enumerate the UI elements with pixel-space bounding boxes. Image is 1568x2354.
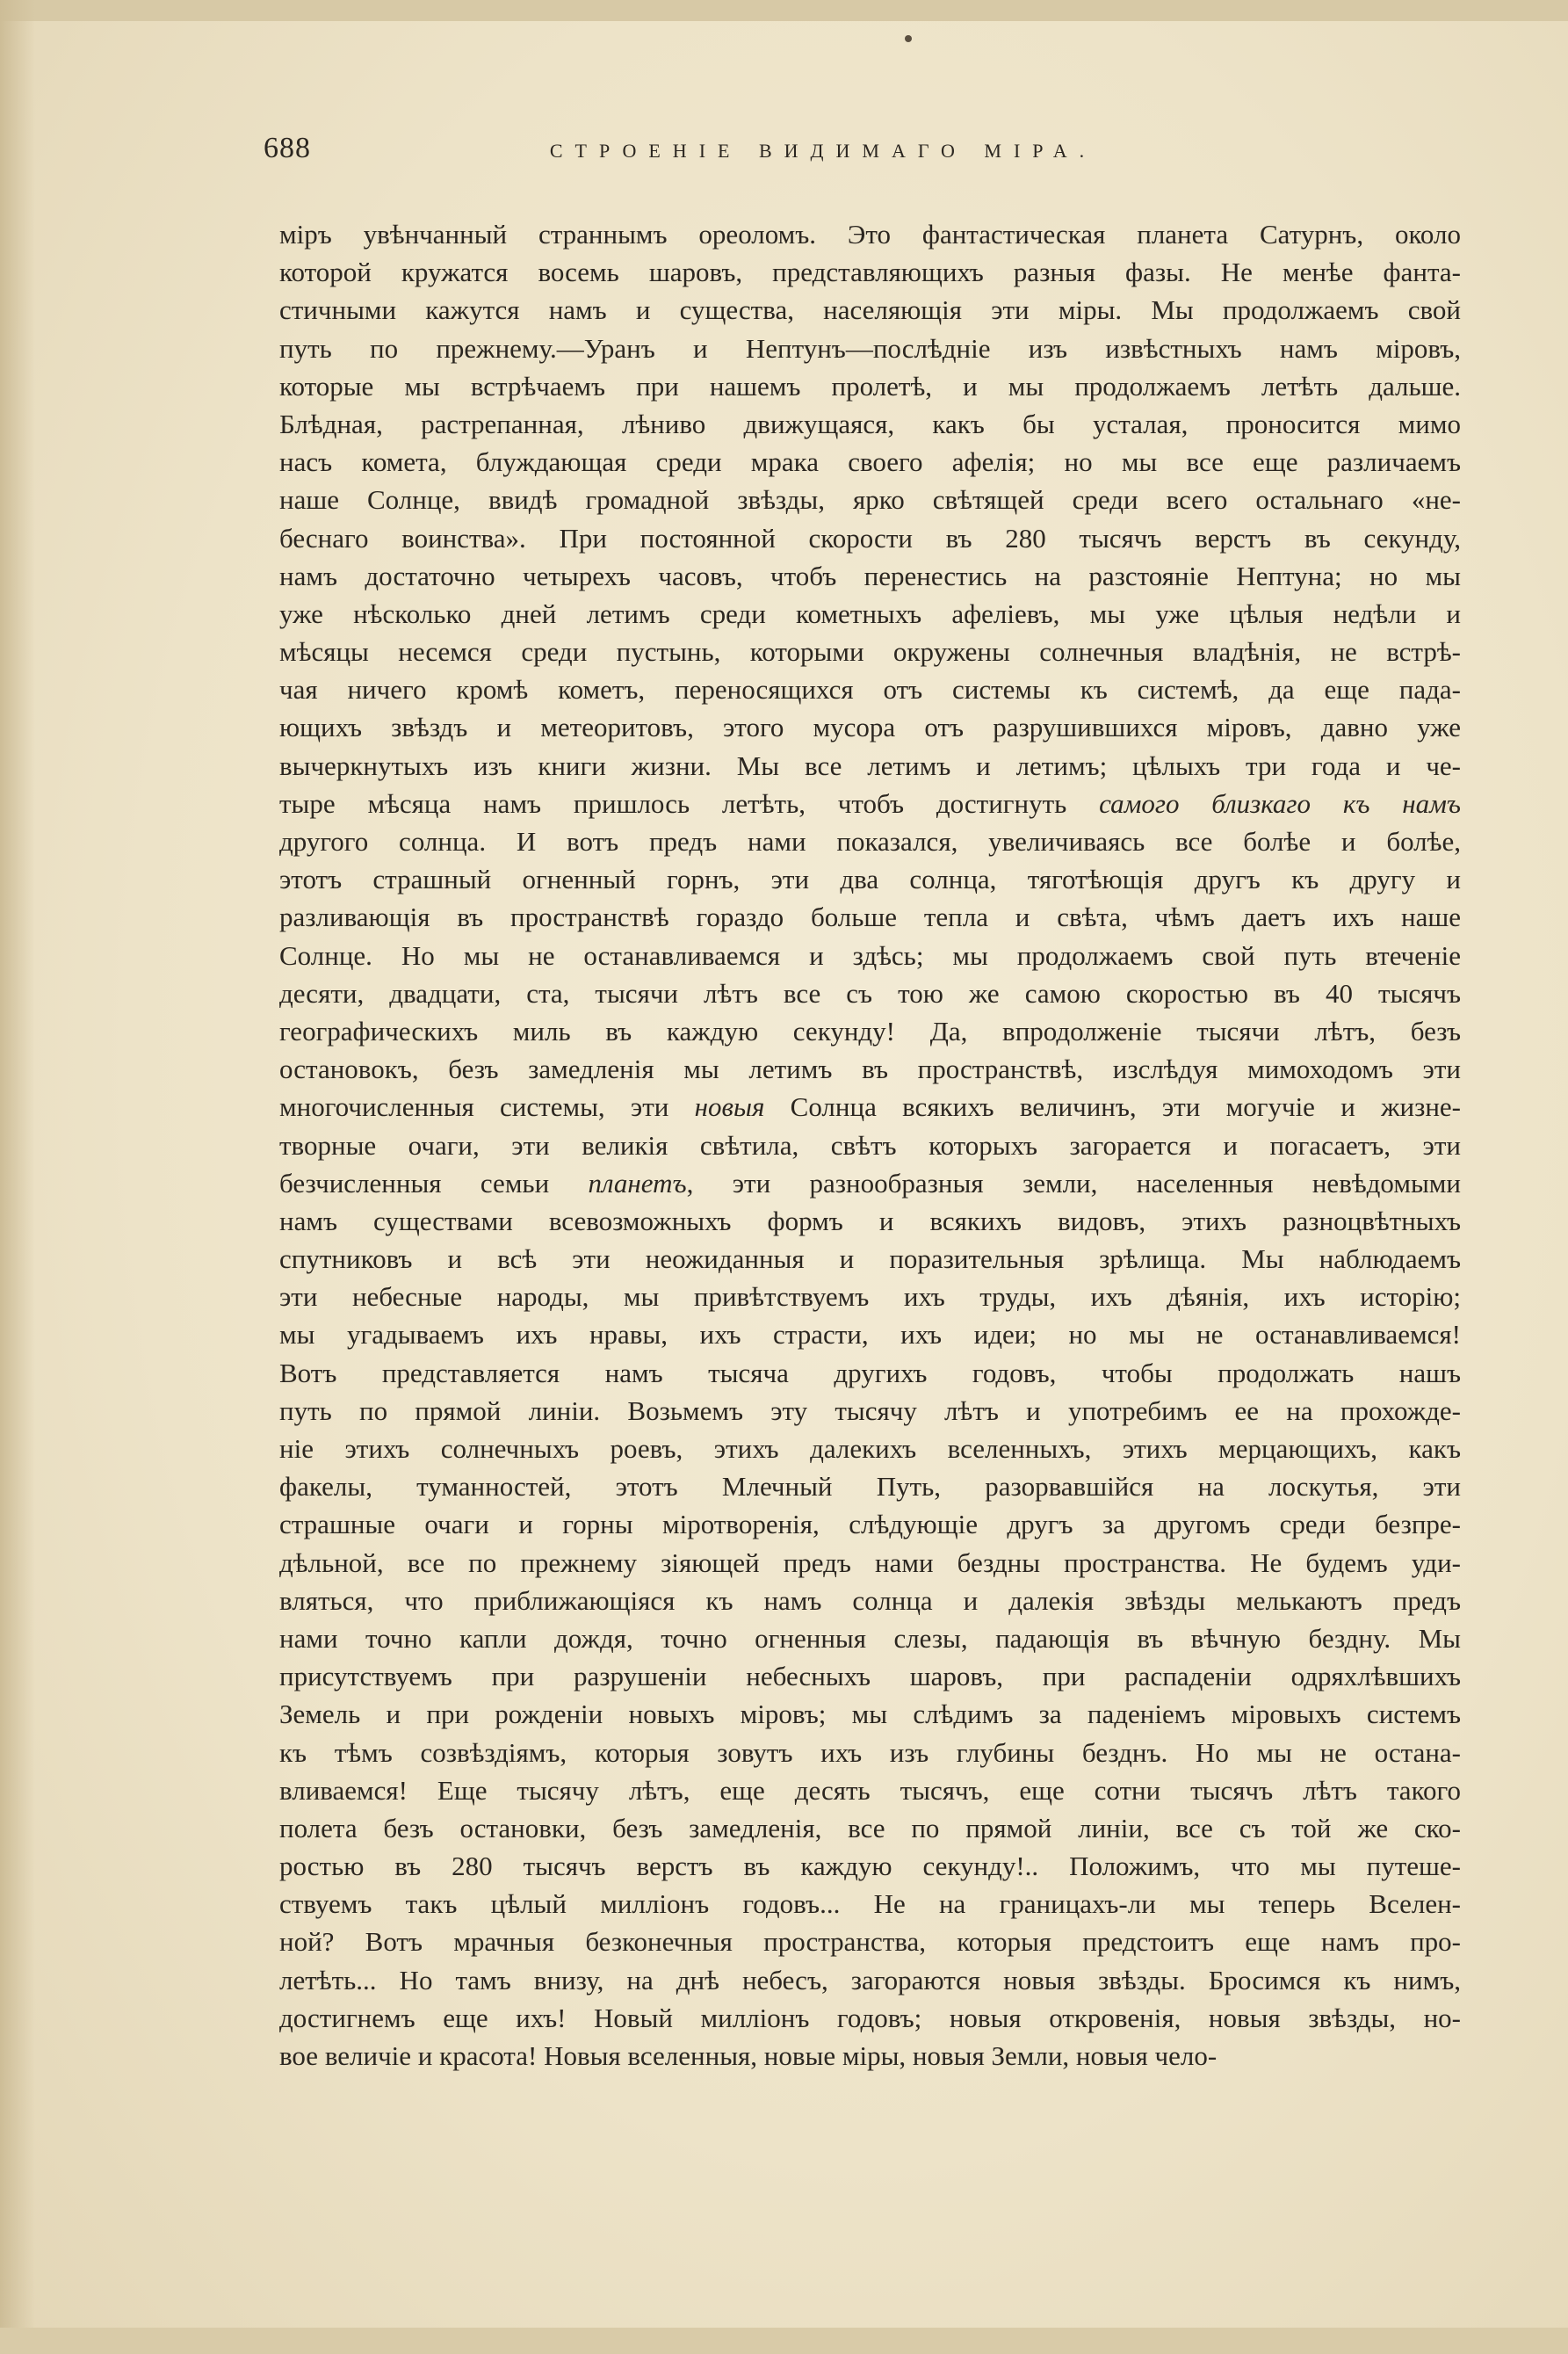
text-segment: географическихъ миль въ каждую секунду! Да, впродолженіе тысячи лѣтъ, безъ [279,1015,1461,1047]
text-line [279,330,1461,367]
text-segment: беснаго воинства». При постоянной скорости въ 280 тысячъ верстъ въ секунду, [279,522,1461,554]
text-segment: летѣть... Но тамъ внизу, на днѣ небесъ, загораются новыя звѣзды. Бросимся къ нимъ, [279,1964,1461,1995]
text-line [279,215,1461,253]
text-segment: путь по прежнему.—Уранъ и Нептунъ—послѣдніе изъ извѣстныхъ намъ міровъ, [279,332,1461,364]
ink-spot [905,35,912,42]
text-line [279,1923,1461,1960]
text-line [279,253,1461,291]
text-segment: , эти разнообразныя земли, населенныя невѣдомыми [686,1167,1461,1199]
text-segment: достигнемъ еще ихъ! Новый милліонъ годовъ; новыя откровенія, новыя звѣзды, но- [279,2002,1461,2033]
text-line [279,1467,1461,1505]
text-segment: чая ничего кромѣ кометъ, переносящихся отъ системы къ системѣ, да еще пада- [279,674,1461,706]
text-line [279,1809,1461,1847]
text-segment: творные очаги, эти великія свѣтила, свѣтъ которыхъ загорается и погасаетъ, эти [279,1129,1461,1161]
running-head: СТРОЕНІЕ ВИДИМАГО МІРА. [549,140,1097,162]
page-header [264,132,1300,172]
text-segment: тыре мѣсяца намъ пришлось летѣть, чтобъ достигнуть [279,787,1100,819]
text-segment: намъ существами всевозможныхъ формъ и всякихъ видовъ, этихъ разноцвѣтныхъ [279,1205,1461,1236]
text-line [279,1695,1461,1733]
text-line [279,670,1461,708]
text-segment: намъ достаточно четырехъ часовъ, чтобъ перенестись на разстояніе Нептуна; но мы [279,560,1461,591]
text-line [279,443,1461,481]
text-segment: ющихъ звѣздъ и метеоритовъ, этого мусора отъ разрушившихся міровъ, давно уже [279,712,1461,743]
page-top-edge [0,0,1568,21]
text-line [279,1657,1461,1695]
text-line [279,1999,1461,2037]
text-segment: дѣльной, все по прежнему зіяющей предъ нами бездны пространства. Не будемъ уди- [279,1546,1461,1578]
text-segment: мы угадываемъ ихъ нравы, ихъ страсти, ихъ идеи; но мы не останавливаемся! [279,1319,1461,1351]
text-line [279,785,1461,822]
text-segment: Вотъ представляется намъ тысяча другихъ годовъ, чтобы продолжать нашъ [279,1357,1461,1388]
text-line [279,1164,1461,1202]
text-segment: которые мы встрѣчаемъ при нашемъ пролетѣ, и мы продолжаемъ летѣть дальше. [279,370,1461,402]
text-line [279,1961,1461,1999]
text-segment: вычеркнутыхъ изъ книги жизни. Мы все летимъ и летимъ; цѣлыхъ три года и че- [279,750,1461,781]
text-segment: другого солнца. И вотъ предъ нами показался, увеличиваясь все болѣе и болѣе, [279,826,1461,857]
text-segment: ростью въ 280 тысячъ верстъ въ каждую секунду!.. Положимъ, что мы путеше- [279,1851,1461,1882]
text-line [279,1202,1461,1240]
text-line [279,1847,1461,1885]
text-line [279,1315,1461,1353]
text-line [279,367,1461,405]
text-segment: Солнца всякихъ величинъ, эти могучіе и жизне- [764,1091,1461,1123]
text-line [279,1012,1461,1050]
text-segment: Земель и при рожденіи новыхъ міровъ; мы слѣдимъ за паденіемъ міровыхъ системъ [279,1699,1461,1730]
text-line [279,1126,1461,1164]
text-segment: многочисленныя системы, эти [279,1091,695,1123]
text-segment: мѣсяцы несемся среди пустынь, которыми окружены солнечныя владѣнія, не встрѣ- [279,636,1461,668]
text-line [279,708,1461,746]
text-line [279,595,1461,633]
text-segment: Блѣдная, растрепанная, лѣниво движущаяся, какъ бы усталая, проносится мимо [279,408,1461,439]
text-segment: міръ увѣнчанный страннымъ ореоломъ. Это фантастическая планета Сатурнъ, около [279,219,1461,250]
text-line [279,937,1461,974]
text-line [279,1354,1461,1392]
text-line [279,2037,1461,2075]
text-line [279,1278,1461,1315]
text-line [279,898,1461,936]
text-segment: остановокъ, безъ замедленія мы летимъ въ пространствѣ, изслѣдуя мимоходомъ эти [279,1054,1461,1085]
text-line [279,633,1461,670]
text-segment: которой кружатся восемь шаровъ, представляющихъ разныя фазы. Не менѣе фанта- [279,257,1461,288]
text-segment: къ тѣмъ созвѣздіямъ, которыя зовутъ ихъ изъ глубины безднъ. Но мы не остана- [279,1736,1461,1768]
text-segment: полета безъ остановки, безъ замедленія, все по прямой линіи, все съ той же ско- [279,1812,1461,1843]
text-segment: десяти, двадцати, ста, тысячи лѣтъ все съ тою же самою скоростью въ 40 тысячъ [279,977,1461,1009]
page-number: 688 [264,132,311,164]
text-segment: безчисленныя семьи [279,1167,589,1199]
text-segment: вляться, что приближающіяся къ намъ солнца и далекія звѣзды мелькаютъ предъ [279,1584,1461,1616]
text-segment: эти небесные народы, мы привѣтствуемъ ихъ труды, ихъ дѣянія, ихъ исторію; [279,1281,1461,1313]
text-line [279,1392,1461,1430]
text-segment: наше Солнце, ввидѣ громадной звѣзды, ярко свѣтящей среди всего остальнаго «не- [279,484,1461,516]
text-line [279,1505,1461,1543]
text-line [279,1050,1461,1088]
text-line [279,1088,1461,1126]
text-segment: присутствуемъ при разрушеніи небесныхъ шаровъ, при распаденіи одряхлѣвшихъ [279,1661,1461,1692]
text-line [279,405,1461,443]
text-line [279,1885,1461,1923]
text-line [279,1582,1461,1619]
text-segment: ніе этихъ солнечныхъ роевъ, этихъ далекихъ вселенныхъ, этихъ мерцающихъ, какъ [279,1433,1461,1464]
text-line [279,481,1461,518]
text-line [279,1544,1461,1582]
text-line [279,974,1461,1012]
text-line [279,291,1461,329]
text-segment: вливаемся! Еще тысячу лѣтъ, еще десять тысячъ, еще сотни тысячъ лѣтъ такого [279,1774,1461,1806]
text-line [279,1734,1461,1771]
text-segment: Солнце. Но мы не останавливаемся и здѣсь; мы продолжаемъ свой путь втеченіе [279,939,1461,971]
text-segment: насъ комета, блуждающая среди мрака своего афелія; но мы все еще различаемъ [279,446,1461,478]
text-segment: факелы, туманностей, этотъ Млечный Путь, разорвавшійся на лоскутья, эти [279,1471,1461,1503]
text-line [279,1771,1461,1809]
text-segment: разливающія въ пространствѣ гораздо больше тепла и свѣта, чѣмъ даетъ ихъ наше [279,902,1461,933]
italic-text: планетъ [588,1167,687,1199]
text-segment: вое величіе и красота! Новыя вселенныя, новые міры, новыя Земли, новыя чело- [279,2040,1218,2071]
text-line [279,1430,1461,1467]
text-segment: спутниковъ и всѣ эти неожиданныя и поразительныя зрѣлища. Мы наблюдаемъ [279,1243,1461,1275]
text-segment: ной? Вотъ мрачныя безконечныя пространства, которыя предстоитъ еще намъ про- [279,1926,1461,1958]
text-segment: страшные очаги и горны міротворенія, слѣдующіе другъ за другомъ среди безпре- [279,1509,1461,1540]
text-line [279,747,1461,785]
text-segment: нами точно капли дождя, точно огненныя слезы, падающія въ вѣчную бездну. Мы [279,1622,1461,1654]
text-line [279,860,1461,898]
text-line [279,1619,1461,1657]
body-text [279,215,1461,2075]
text-segment: этотъ страшный огненный горнъ, эти два солнца, тяготѣющія другъ къ другу и [279,864,1461,895]
text-segment: стичными кажутся намъ и существа, населяющія эти міры. Мы продолжаемъ свой [279,294,1461,326]
page-bottom-edge [0,2328,1568,2354]
text-line [279,519,1461,557]
text-segment: путь по прямой линіи. Возьмемъ эту тысячу лѣтъ и употребимъ ее на прохожде- [279,1394,1461,1426]
page-left-edge [0,0,35,2354]
text-line [279,1240,1461,1278]
text-line [279,557,1461,595]
text-segment: уже нѣсколько дней летимъ среди кометныхъ афеліевъ, мы уже цѣлыя недѣли и [279,598,1461,629]
text-segment: ствуемъ такъ цѣлый милліонъ годовъ... Не на границахъ-ли мы теперь Вселен- [279,1888,1461,1920]
italic-text: новыя [694,1091,765,1123]
text-line [279,822,1461,860]
italic-text: самого близкаго къ намъ [1099,787,1461,819]
